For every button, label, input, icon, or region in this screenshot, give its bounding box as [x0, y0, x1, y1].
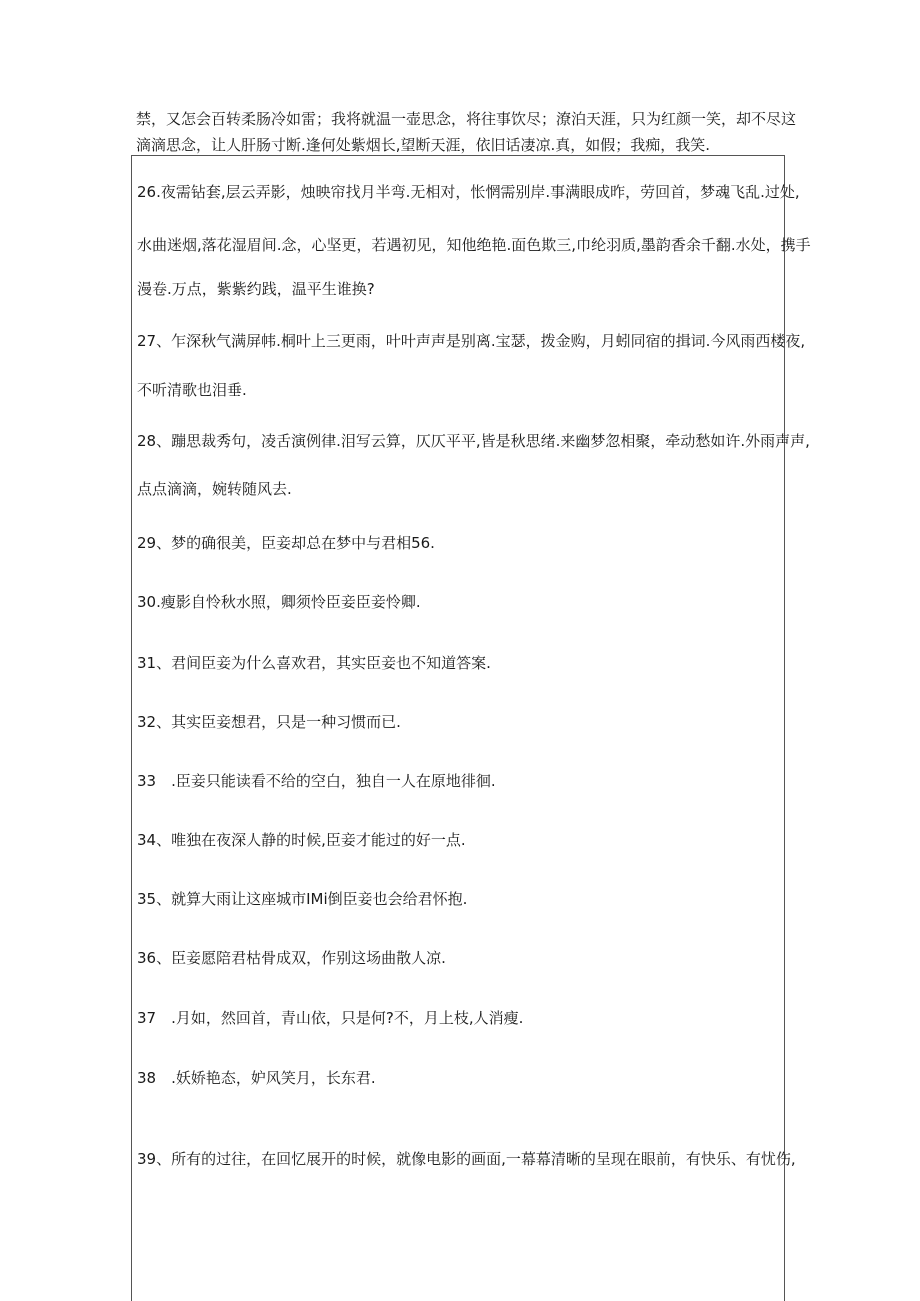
intro-paragraph	[136, 106, 796, 158]
entry-28-line-2: 点点滴滴，婉转随风去.	[137, 480, 292, 498]
intro-line-1: 禁，又怎会百转柔肠冷如雷；我将就温一壶思念，将往事饮尽；潦泊天涯，只为红颜一笑，却不尽这	[136, 110, 797, 128]
entry-29: 29、梦的确很美，臣妾却总在梦中与君相56.	[137, 534, 435, 552]
entry-31: 31、君间臣妾为什么喜欢君，其实臣妾也不知道答案.	[137, 654, 491, 672]
entry-28-line-1: 28、蹦思裁秀句，凌舌演例律.泪写云算，仄仄平平,皆是秋思绪.来幽梦忽相聚，牵动愁如许.外雨声声,	[137, 432, 810, 450]
entry-30: 30.瘦影自怜秋水照，卿须怜臣妾臣妾怜卿.	[137, 593, 421, 611]
entry-35: 35、就算大雨让这座城市IMi倒臣妾也会给君怀抱.	[137, 890, 468, 908]
entry-37: 37 .月如，然回首，青山依，只是何?不，月上枝,人消瘦.	[137, 1009, 524, 1027]
entry-32: 32、其实臣妾想君，只是一种习惯而已.	[137, 713, 401, 731]
entry-26-line-1: 26.夜需钻套,层云弄影，烛映帘找月半弯.无相对，怅惘需别岸.事满眼成昨，劳回首，梦魂飞乱.过处,	[137, 183, 800, 201]
entry-33: 33 .臣妾只能读看不给的空白，独自一人在原地徘徊.	[137, 772, 496, 790]
entry-34: 34、唯独在夜深人静的时候,臣妾才能过的好一点.	[137, 831, 466, 849]
entry-38: 38 .妖娇艳态，妒风笑月，长东君.	[137, 1069, 376, 1087]
entry-27-line-1: 27、乍深秋气满屏帏.桐叶上三更雨，叶叶声声是别离.宝瑟，拨金购，月蚓同宿的揖词.今风雨西楼夜,	[137, 332, 806, 350]
entry-26-line-2: 水曲迷烟,落花湿眉间.念，心坚更，若遇初见，知他绝艳.面色欺三,巾纶羽质,墨韵香余千翻.水处，携手	[137, 236, 811, 254]
intro-line-2: 滴滴思念，让人肝肠寸断.逢何处紫烟长,望断天涯，依旧话凄凉.真，如假；我痴，我笑.	[136, 136, 711, 154]
entry-26-line-3: 漫卷.万点，紫紫约践，温平生谁换?	[137, 280, 375, 298]
entry-36: 36、臣妾愿陪君枯骨成双，作别这场曲散人凉.	[137, 949, 446, 967]
entry-27-line-2: 不听清歌也泪垂.	[137, 381, 247, 399]
entry-39-line-1: 39、所有的过往，在回忆展开的时候，就像电影的画面,一幕幕清晰的呈现在眼前，有快乐、有忧伤,	[137, 1150, 796, 1168]
